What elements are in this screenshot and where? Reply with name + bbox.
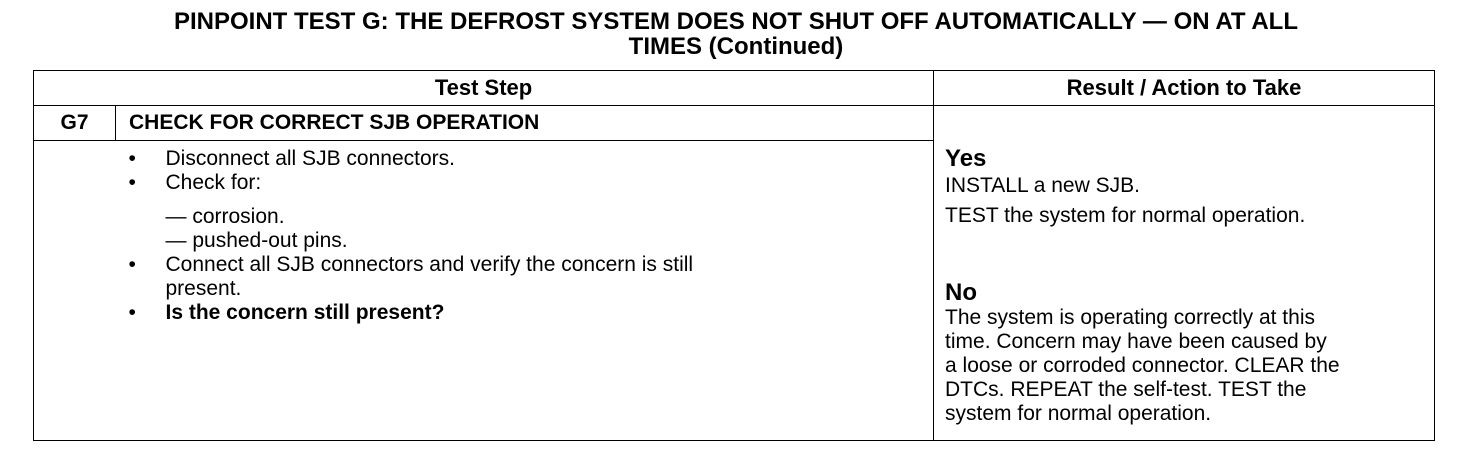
step-list bbox=[116, 147, 934, 195]
no-action-5: system for normal operation. bbox=[945, 402, 1212, 425]
step-text: Disconnect all SJB connectors. bbox=[165, 147, 455, 170]
yes-label: Yes bbox=[945, 145, 987, 172]
no-action-1: The system is operating correctly at this bbox=[945, 306, 1315, 329]
no-action-4: DTCs. REPEAT the self-test. TEST the bbox=[945, 378, 1307, 401]
step-item bbox=[116, 253, 934, 301]
sub-item: — corrosion. bbox=[165, 205, 285, 228]
page-title bbox=[0, 9, 1472, 59]
step-text: Connect all SJB connectors and verify the concern is still bbox=[165, 253, 694, 276]
bullet-icon: • bbox=[128, 171, 136, 194]
step-title-row bbox=[34, 106, 1435, 141]
header-row bbox=[34, 71, 1435, 106]
step-body bbox=[116, 141, 934, 441]
step-text: Check for: bbox=[165, 171, 262, 194]
bullet-icon: • bbox=[128, 301, 136, 324]
step-text-cont: present. bbox=[165, 277, 242, 300]
yes-action-2: TEST the system for normal operation. bbox=[945, 204, 1306, 227]
no-action-3: a loose or corroded connector. CLEAR the bbox=[945, 354, 1340, 377]
pinpoint-table bbox=[33, 70, 1435, 441]
step-list-2 bbox=[116, 253, 934, 325]
no-label: No bbox=[945, 279, 978, 306]
sub-item: — pushed-out pins. bbox=[165, 229, 348, 252]
result-cell bbox=[934, 106, 1435, 441]
title-line-2: TIMES (Continued) bbox=[628, 33, 844, 60]
bullet-icon: • bbox=[128, 147, 136, 170]
step-id: G7 bbox=[34, 106, 116, 141]
bullet-icon: • bbox=[128, 253, 136, 276]
header-test-step: Test Step bbox=[34, 71, 934, 106]
step-title: CHECK FOR CORRECT SJB OPERATION bbox=[116, 106, 934, 141]
header-result: Result / Action to Take bbox=[934, 71, 1435, 106]
step-item bbox=[116, 301, 934, 325]
no-action-2: time. Concern may have been caused by bbox=[945, 330, 1327, 353]
step-item bbox=[116, 147, 934, 171]
title-line-1: PINPOINT TEST G: THE DEFROST SYSTEM DOES NOT SHUT OFF AUTOMATICALLY — ON AT ALL bbox=[173, 8, 1298, 35]
step-id-blank bbox=[34, 141, 116, 441]
step-item bbox=[116, 171, 934, 195]
yes-action-1: INSTALL a new SJB. bbox=[945, 174, 1140, 197]
step-question: Is the concern still present? bbox=[165, 301, 445, 324]
